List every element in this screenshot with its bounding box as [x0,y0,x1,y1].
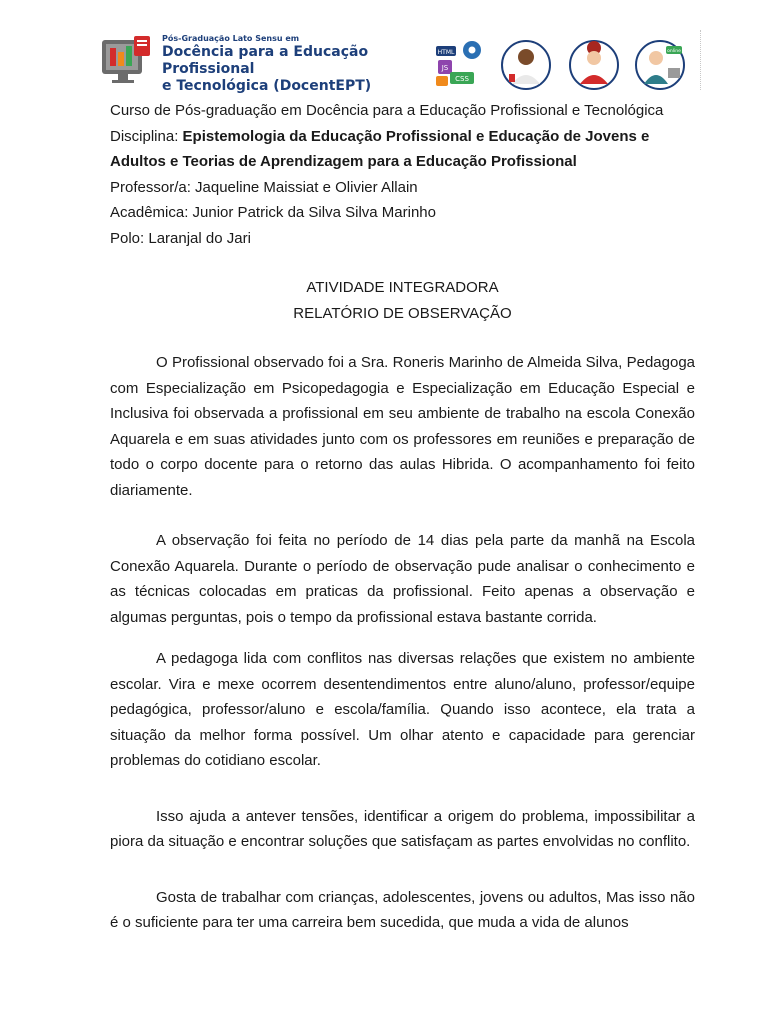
document-body [110,98,695,936]
document-title-1: ATIVIDADE INTEGRADORA [306,279,499,296]
program-title-line-2: e Tecnológica (DocentEPT) [162,78,372,94]
course-line: Curso de Pós-graduação em Docência para a Educação Profissional e Tecnológica [110,102,664,119]
paragraph-1: O Profissional observado foi a Sra. Roneris Marinho de Almeida Silva, Pedagoga com Especialização em Psicopedagogia e Especialização em Educação Especial e Inclusiva foi observada a profissional em seu ambiente de trabalho na escola Conexão Aquarela e em suas atividades junto com os professores em reuniões e preparação de todo o corpo docente para o retorno das aulas Hibrida. O acompanhamento foi feito diariamente. [110,354,695,499]
avatar-strip [434,36,704,96]
discipline-line [110,124,695,150]
badge-online: online [667,49,681,54]
discipline-value-2: Adultos e Teorias de Aprendizagem para a Educação Profissional [110,153,577,170]
program-title [162,34,432,95]
vertical-credit-line [700,30,709,90]
badge-html: HTML [437,49,455,56]
professor-line: Professor/a: Jaqueline Maissiat e Olivier Allain [110,178,418,196]
web-tech-icon [434,38,486,92]
badge-js: JS [441,64,449,72]
paragraph-5: Gosta de trabalhar com crianças, adolescentes, jovens ou adultos, Mas isso não é o suficiente para ter uma carreira bem sucedida, que muda a vida de alunos [110,888,695,931]
program-title-line-1: Docência para a Educação Profissional [162,44,369,77]
student-line: Acadêmica: Junior Patrick da Silva Silva Marinho [110,204,436,221]
avatar-teacher-1 [500,38,552,92]
discipline-label: Disciplina: [110,127,179,145]
badge-css: CSS [455,75,469,83]
header-banner [100,30,700,96]
avatar-teacher-3 [634,38,686,92]
document-title-2: RELATÓRIO DE OBSERVAÇÃO [293,304,512,322]
discipline-value-1: Epistemologia da Educação Profissional e Educação de Jovens e [182,127,650,145]
paragraph-3: A pedagoga lida com conflitos nas diversas relações que existem no ambiente escolar. Vira e mexe ocorrem desentendimentos entre aluno/aluno, professor/equipe pedagógica, professor/aluno e escola/família. Quando isso acontece, ela trata a situação da melhor forma possível. Um olhar atento e capacidade para gerenciar problemas do cotidiano escolar. [110,650,695,769]
monitor-logo-icon [100,34,156,90]
campus-line: Polo: Laranjal do Jari [110,229,251,247]
paragraph-4: Isso ajuda a antever tensões, identificar a origem do problema, impossibilitar a piora da situação e encontrar soluções que satisfaçam as partes envolvidas no conflito. [110,807,695,850]
paragraph-2: A observação foi feita no período de 14 dias pela parte da manhã na Escola Conexão Aquarela. Durante o período de observação pude analisar o conhecimento e as técnicas colocadas em praticas da profissional. Feito apenas a observação e algumas perguntas, pois o tempo da profissional estava bastante corrida. [110,532,695,626]
avatar-teacher-2 [568,38,620,92]
program-kicker: Pós-Graduação Lato Sensu em [162,34,300,43]
